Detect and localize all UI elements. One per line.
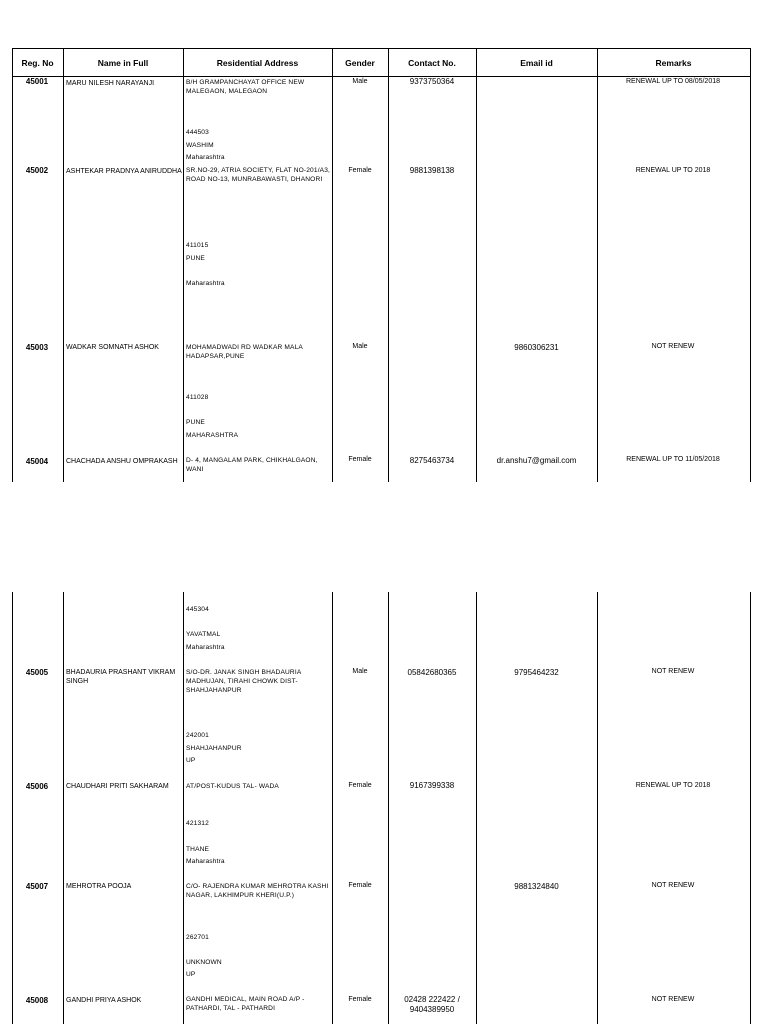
remarks: NOT RENEW [651, 668, 695, 675]
address-city: UNKNOWN [186, 959, 222, 966]
address-pin: 421312 [186, 820, 209, 827]
reg-no: 45004 [25, 457, 49, 466]
address-city: YAVATMAL [186, 631, 221, 638]
column-divider [750, 48, 751, 482]
gender: Female [348, 996, 372, 1003]
gender: Female [348, 167, 372, 174]
address-pin: 411028 [186, 394, 209, 401]
column-divider [750, 592, 751, 1024]
reg-no: 45007 [25, 882, 49, 891]
remarks: RENEWAL UP TO 08/05/2018 [625, 78, 721, 85]
address-pin: 444503 [186, 129, 209, 136]
address-city: PUNE [186, 255, 205, 262]
header-reg-no: Reg. No [21, 57, 54, 68]
header-name: Name in Full [97, 57, 149, 68]
column-divider [12, 48, 13, 482]
remarks: RENEWAL UP TO 11/05/2018 [626, 456, 720, 463]
address-pin: 242001 [186, 732, 209, 739]
address-line: D- 4, MANGALAM PARK, CHIKHALGAON, WANI [186, 457, 318, 473]
column-divider [63, 592, 64, 1024]
column-divider [476, 592, 477, 1024]
header-address: Residential Address [216, 57, 299, 68]
registry-table-page-2 [12, 592, 751, 1024]
registry-table-page-1 [12, 48, 751, 482]
remarks: NOT RENEW [651, 343, 695, 350]
full-name: WADKAR SOMNATH ASHOK [66, 344, 159, 351]
column-divider [332, 48, 333, 482]
email-id: 9860306231 [514, 343, 559, 352]
reg-no: 45003 [25, 343, 49, 352]
address-city: SHAHJAHANPUR [186, 745, 242, 752]
reg-no: 45001 [25, 77, 49, 86]
address-line: MOHAMADWADI RD WADKAR MALA HADAPSAR,PUNE [186, 344, 303, 360]
address-line: S/O-DR. JANAK SINGH BHADAURIA MADHUJAN, TIRAHI CHOWK DIST-SHAHJAHANPUR [186, 669, 301, 694]
reg-no: 45006 [25, 782, 49, 791]
reg-no: 45008 [25, 996, 49, 1005]
address-state: Maharashtra [186, 858, 225, 865]
email-id: 9881324840 [514, 882, 559, 891]
column-divider [63, 48, 64, 482]
column-divider [476, 48, 477, 482]
full-name: BHADAURIA PRASHANT VIKRAM SINGH [66, 669, 176, 685]
email-id: dr.anshu7@gmail.com [496, 456, 577, 465]
header-remarks: Remarks [655, 57, 692, 68]
header-contact: Contact No. [408, 57, 456, 68]
column-divider [597, 48, 598, 482]
contact-number: 9881398138 [409, 166, 455, 175]
remarks: RENEWAL UP TO 2018 [635, 782, 711, 789]
gender: Female [348, 782, 372, 789]
remarks: NOT RENEW [651, 882, 695, 889]
full-name: MARU NILESH NARAYANJI [66, 80, 155, 87]
full-name: GANDHI PRIYA ASHOK [66, 997, 142, 1004]
email-id: 9795464232 [514, 668, 559, 677]
gender: Female [348, 456, 372, 463]
address-line: C/O- RAJENDRA KUMAR MEHROTRA KASHI NAGAR, LAKHIMPUR KHERI(U.P.) [186, 883, 329, 899]
address-state: UP [186, 757, 196, 764]
column-divider [597, 592, 598, 1024]
address-state: Maharashtra [186, 644, 225, 651]
remarks: RENEWAL UP TO 2018 [635, 167, 711, 174]
contact-number: 05842680365 [407, 668, 457, 677]
address-state: Maharashtra [186, 154, 225, 161]
full-name: MEHROTRA POOJA [66, 883, 132, 890]
column-divider [183, 48, 184, 482]
column-divider [12, 592, 13, 1024]
address-state: UP [186, 971, 196, 978]
contact-number: 9167399338 [409, 781, 455, 790]
address-city: PUNE [186, 419, 205, 426]
column-divider [183, 592, 184, 1024]
header-gender: Gender [345, 57, 375, 68]
reg-no: 45002 [25, 166, 49, 175]
contact-number: 9373750364 [409, 77, 455, 86]
address-city: WASHIM [186, 142, 214, 149]
full-name: CHACHADA ANSHU OMPRAKASH [66, 458, 178, 465]
reg-no: 45005 [25, 668, 49, 677]
address-line: AT/POST-KUDUS TAL- WADA [186, 783, 279, 790]
address-pin: 411015 [186, 242, 209, 249]
gender: Male [352, 343, 368, 350]
address-state: MAHARASHTRA [186, 432, 239, 439]
header-email: Email id [520, 57, 553, 68]
full-name: ASHTEKAR PRADNYA ANIRUDDHA [66, 168, 182, 175]
address-pin: 262701 [186, 934, 209, 941]
address-state: Maharashtra [186, 280, 225, 287]
gender: Male [352, 668, 368, 675]
address-line: GANDHI MEDICAL, MAIN ROAD A/P - PATHARDI, TAL - PATHARDI [186, 996, 305, 1012]
remarks: NOT RENEW [651, 996, 695, 1003]
gender: Female [348, 882, 372, 889]
column-divider [388, 48, 389, 482]
contact-number: 8275463734 [409, 456, 455, 465]
gender: Male [352, 78, 368, 85]
column-divider [388, 592, 389, 1024]
address-line: B/H GRAMPANCHAYAT OFFICE NEW MALEGAON, MALEGAON [186, 79, 305, 95]
address-city: THANE [186, 846, 210, 853]
contact-number: 02428 222422 / 9404389950 [404, 995, 460, 1014]
address-pin: 445304 [186, 606, 209, 613]
full-name: CHAUDHARI PRITI SAKHARAM [66, 783, 169, 790]
address-line: SR.NO-29, ATRIA SOCIETY, FLAT NO-201/A3, ROAD NO-13, MUNRABAWASTI, DHANORI [186, 167, 331, 183]
